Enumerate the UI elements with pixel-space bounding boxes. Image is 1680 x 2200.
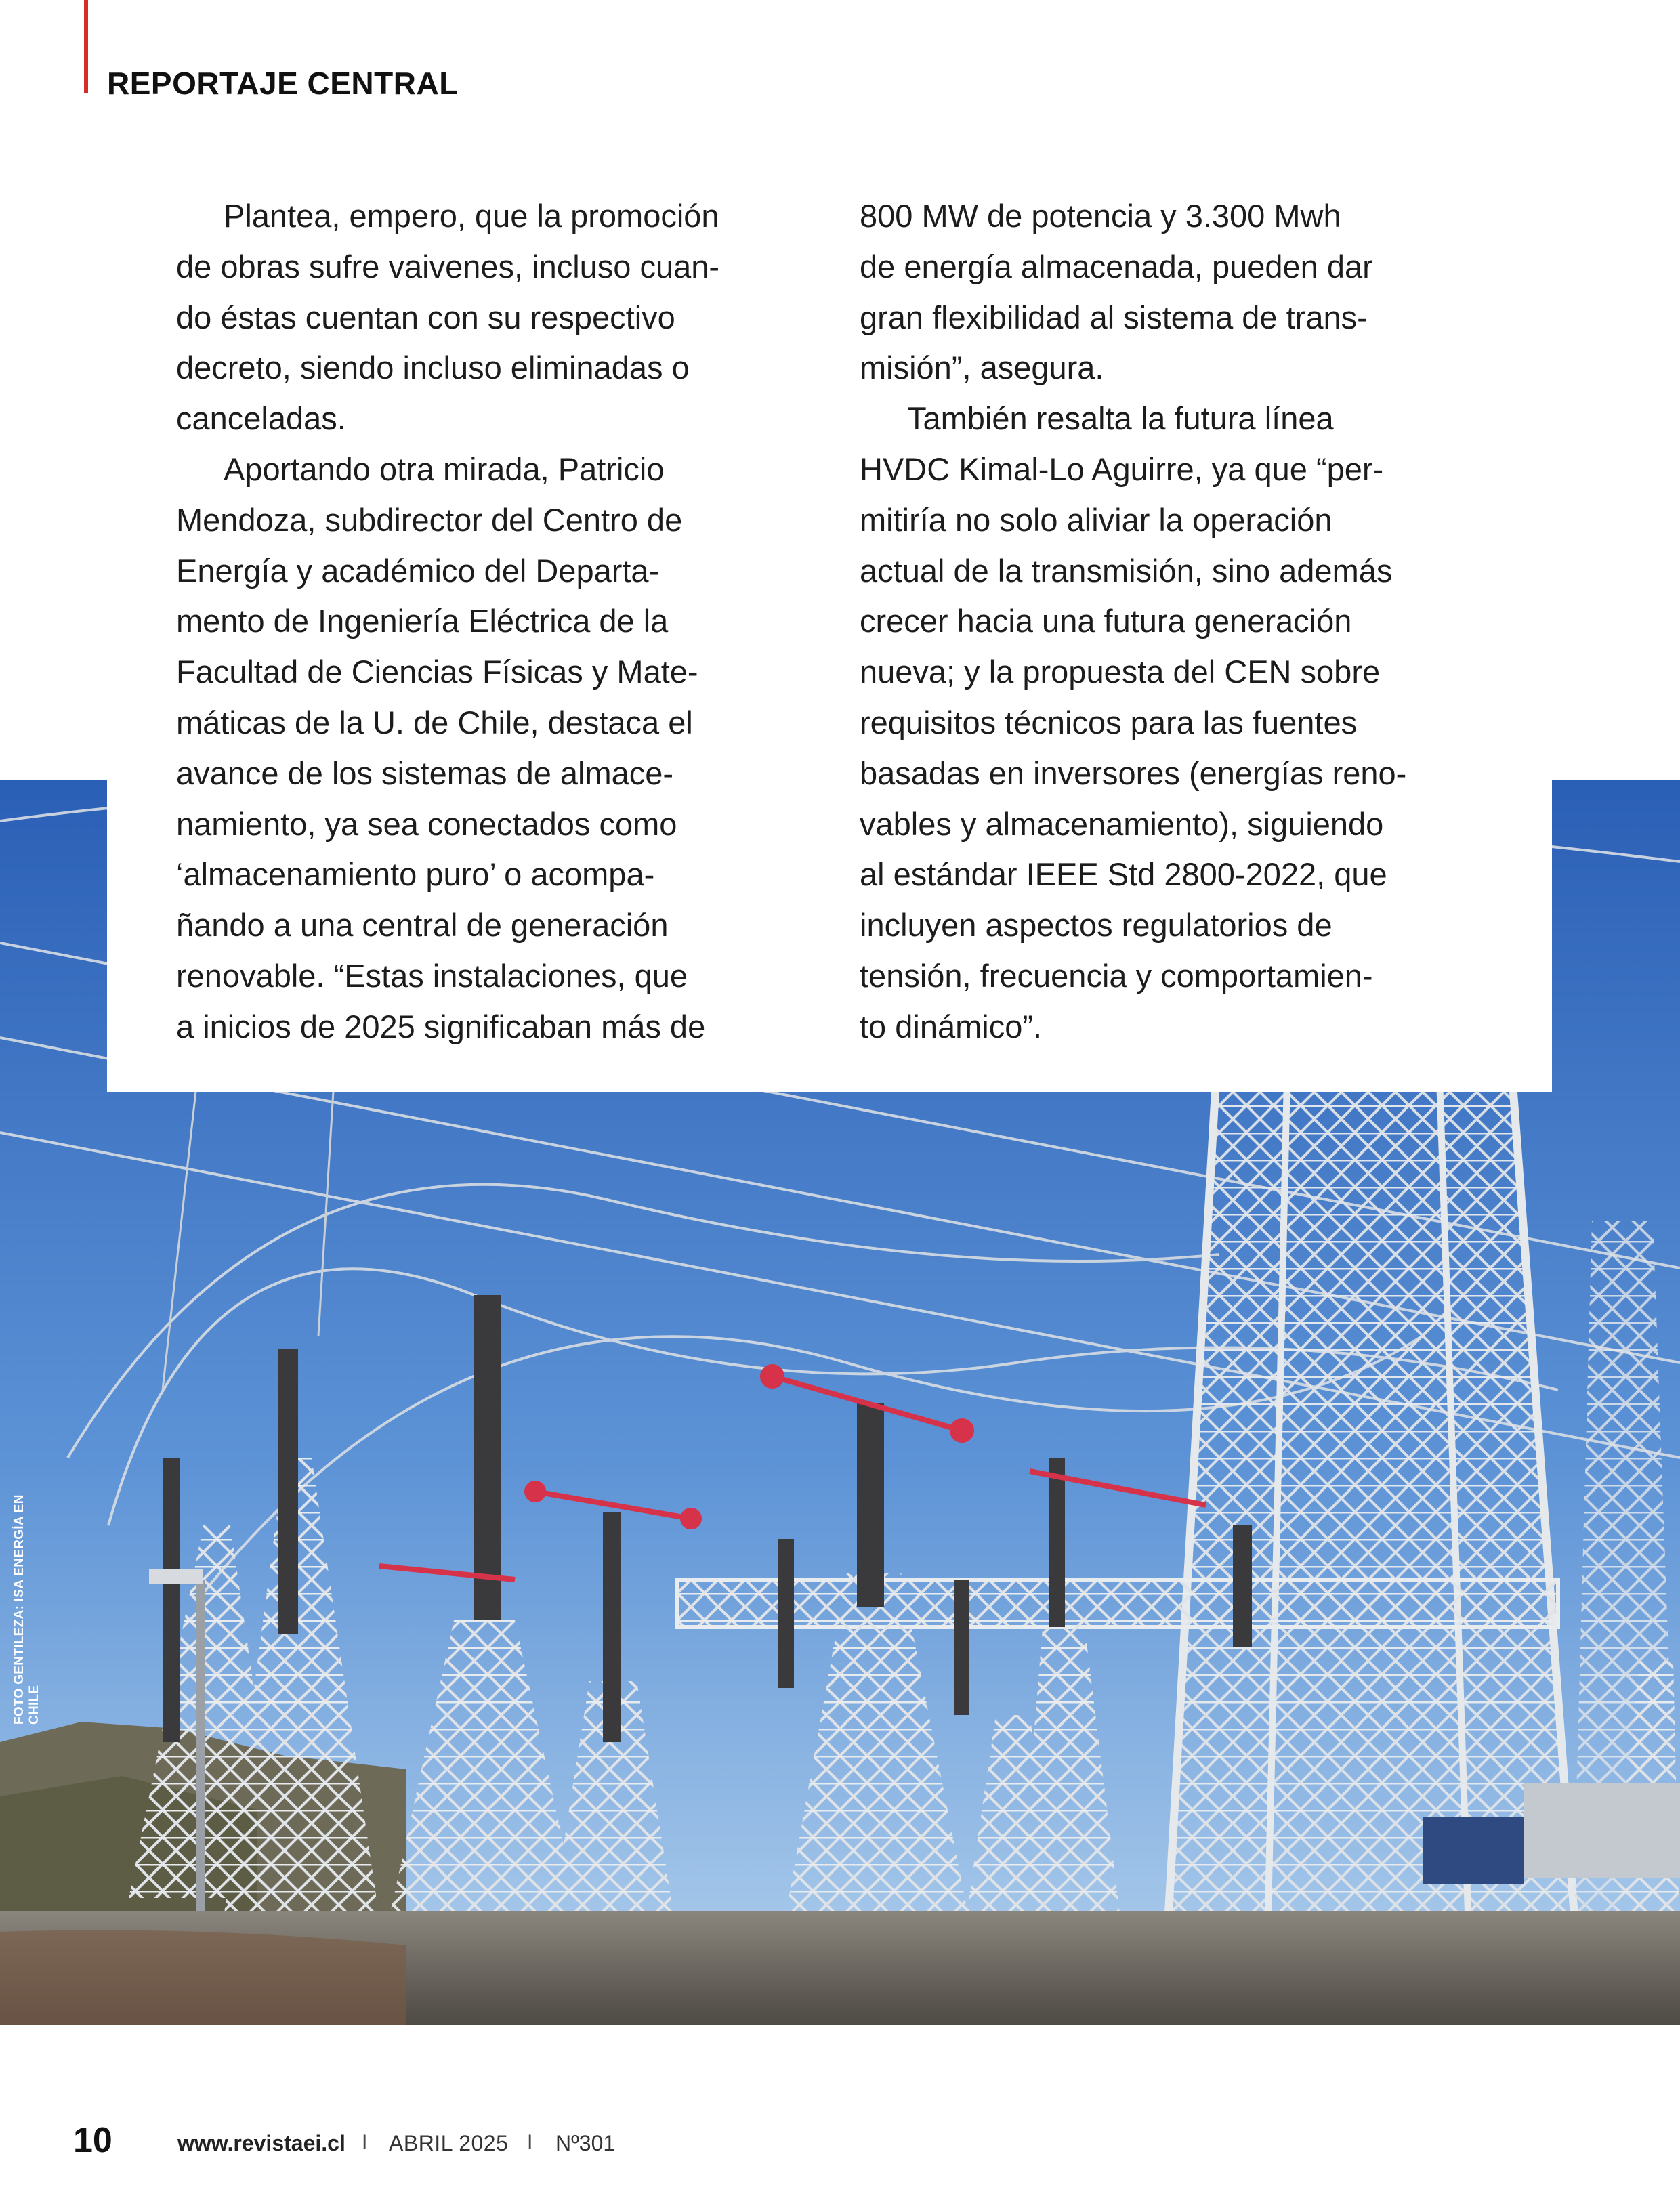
issue-number: Nº301 — [555, 2131, 616, 2155]
section-label: REPORTAJE CENTRAL — [107, 66, 459, 101]
page-number: 10 — [73, 2121, 112, 2160]
article-right-column — [860, 191, 1483, 1053]
article-text-panel — [107, 171, 1552, 1092]
footer-separator: I — [362, 2131, 368, 2153]
paragraph — [860, 191, 1483, 394]
text-line: actual de la transmisión, sino además — [860, 552, 1393, 589]
photo-credit: FOTO GENTILEZA: ISA ENERGÍA EN CHILE — [12, 1494, 41, 1725]
text-line: ‘almacenamiento puro’ o acompa- — [176, 856, 655, 893]
text-line: requisitos técnicos para las fuentes — [860, 704, 1358, 740]
text-line: avance de los sistemas de almace- — [176, 755, 674, 791]
text-line: incluyen aspectos regulatorios de — [860, 907, 1332, 944]
paragraph — [860, 394, 1483, 1052]
text-line: de obras sufre vaivenes, incluso cuan- — [176, 248, 720, 284]
issue-date: ABRIL 2025 — [389, 2131, 509, 2155]
text-line: canceladas. — [176, 400, 346, 437]
text-line: renovable. “Estas instalaciones, que — [176, 957, 688, 994]
text-line: namiento, ya sea conectados como — [176, 805, 677, 842]
text-line: de energía almacenada, pueden dar — [860, 248, 1373, 284]
article-left-column — [176, 191, 799, 1053]
text-line: to dinámico”. — [860, 1008, 1043, 1044]
text-line: nueva; y la propuesta del CEN sobre — [860, 654, 1381, 690]
text-line: tensión, frecuencia y comportamien- — [860, 957, 1373, 994]
section-accent-bar — [84, 0, 88, 93]
text-line: HVDC Kimal-Lo Aguirre, ya que “per- — [860, 450, 1384, 487]
text-line: al estándar IEEE Std 2800-2022, que — [860, 856, 1387, 893]
text-line: También resalta la futura línea — [907, 400, 1334, 437]
text-line: decreto, siendo incluso eliminadas o — [176, 350, 690, 386]
text-line: crecer hacia una futura generación — [860, 603, 1352, 639]
text-line: Facultad de Ciencias Físicas y Mate- — [176, 654, 698, 690]
text-line: mento de Ingeniería Eléctrica de la — [176, 603, 669, 639]
text-line: 800 MW de potencia y 3.300 Mwh — [860, 198, 1341, 234]
text-line: basadas en inversores (energías reno- — [860, 755, 1407, 791]
footer-separator: I — [527, 2131, 533, 2153]
text-line: gran flexibilidad al sistema de trans- — [860, 299, 1368, 335]
text-line: máticas de la U. de Chile, destaca el — [176, 704, 693, 740]
text-line: do éstas cuentan con su respectivo — [176, 299, 675, 335]
text-line: Aportando otra mirada, Patricio — [224, 450, 665, 487]
text-line: vables y almacenamiento), siguiendo — [860, 805, 1384, 842]
page-footer — [0, 2120, 1680, 2167]
paragraph — [176, 444, 799, 1053]
website-link[interactable]: www.revistaei.cl — [177, 2131, 345, 2155]
text-line: a inicios de 2025 significaban más de — [176, 1008, 706, 1044]
text-line: Energía y académico del Departa- — [176, 552, 660, 589]
text-line: Plantea, empero, que la promoción — [224, 198, 719, 234]
text-line: misión”, asegura. — [860, 350, 1104, 386]
paragraph — [176, 191, 799, 444]
text-line: ñando a una central de generación — [176, 907, 669, 944]
text-line: Mendoza, subdirector del Centro de — [176, 501, 683, 538]
text-line: mitiría no solo aliviar la operación — [860, 501, 1332, 538]
